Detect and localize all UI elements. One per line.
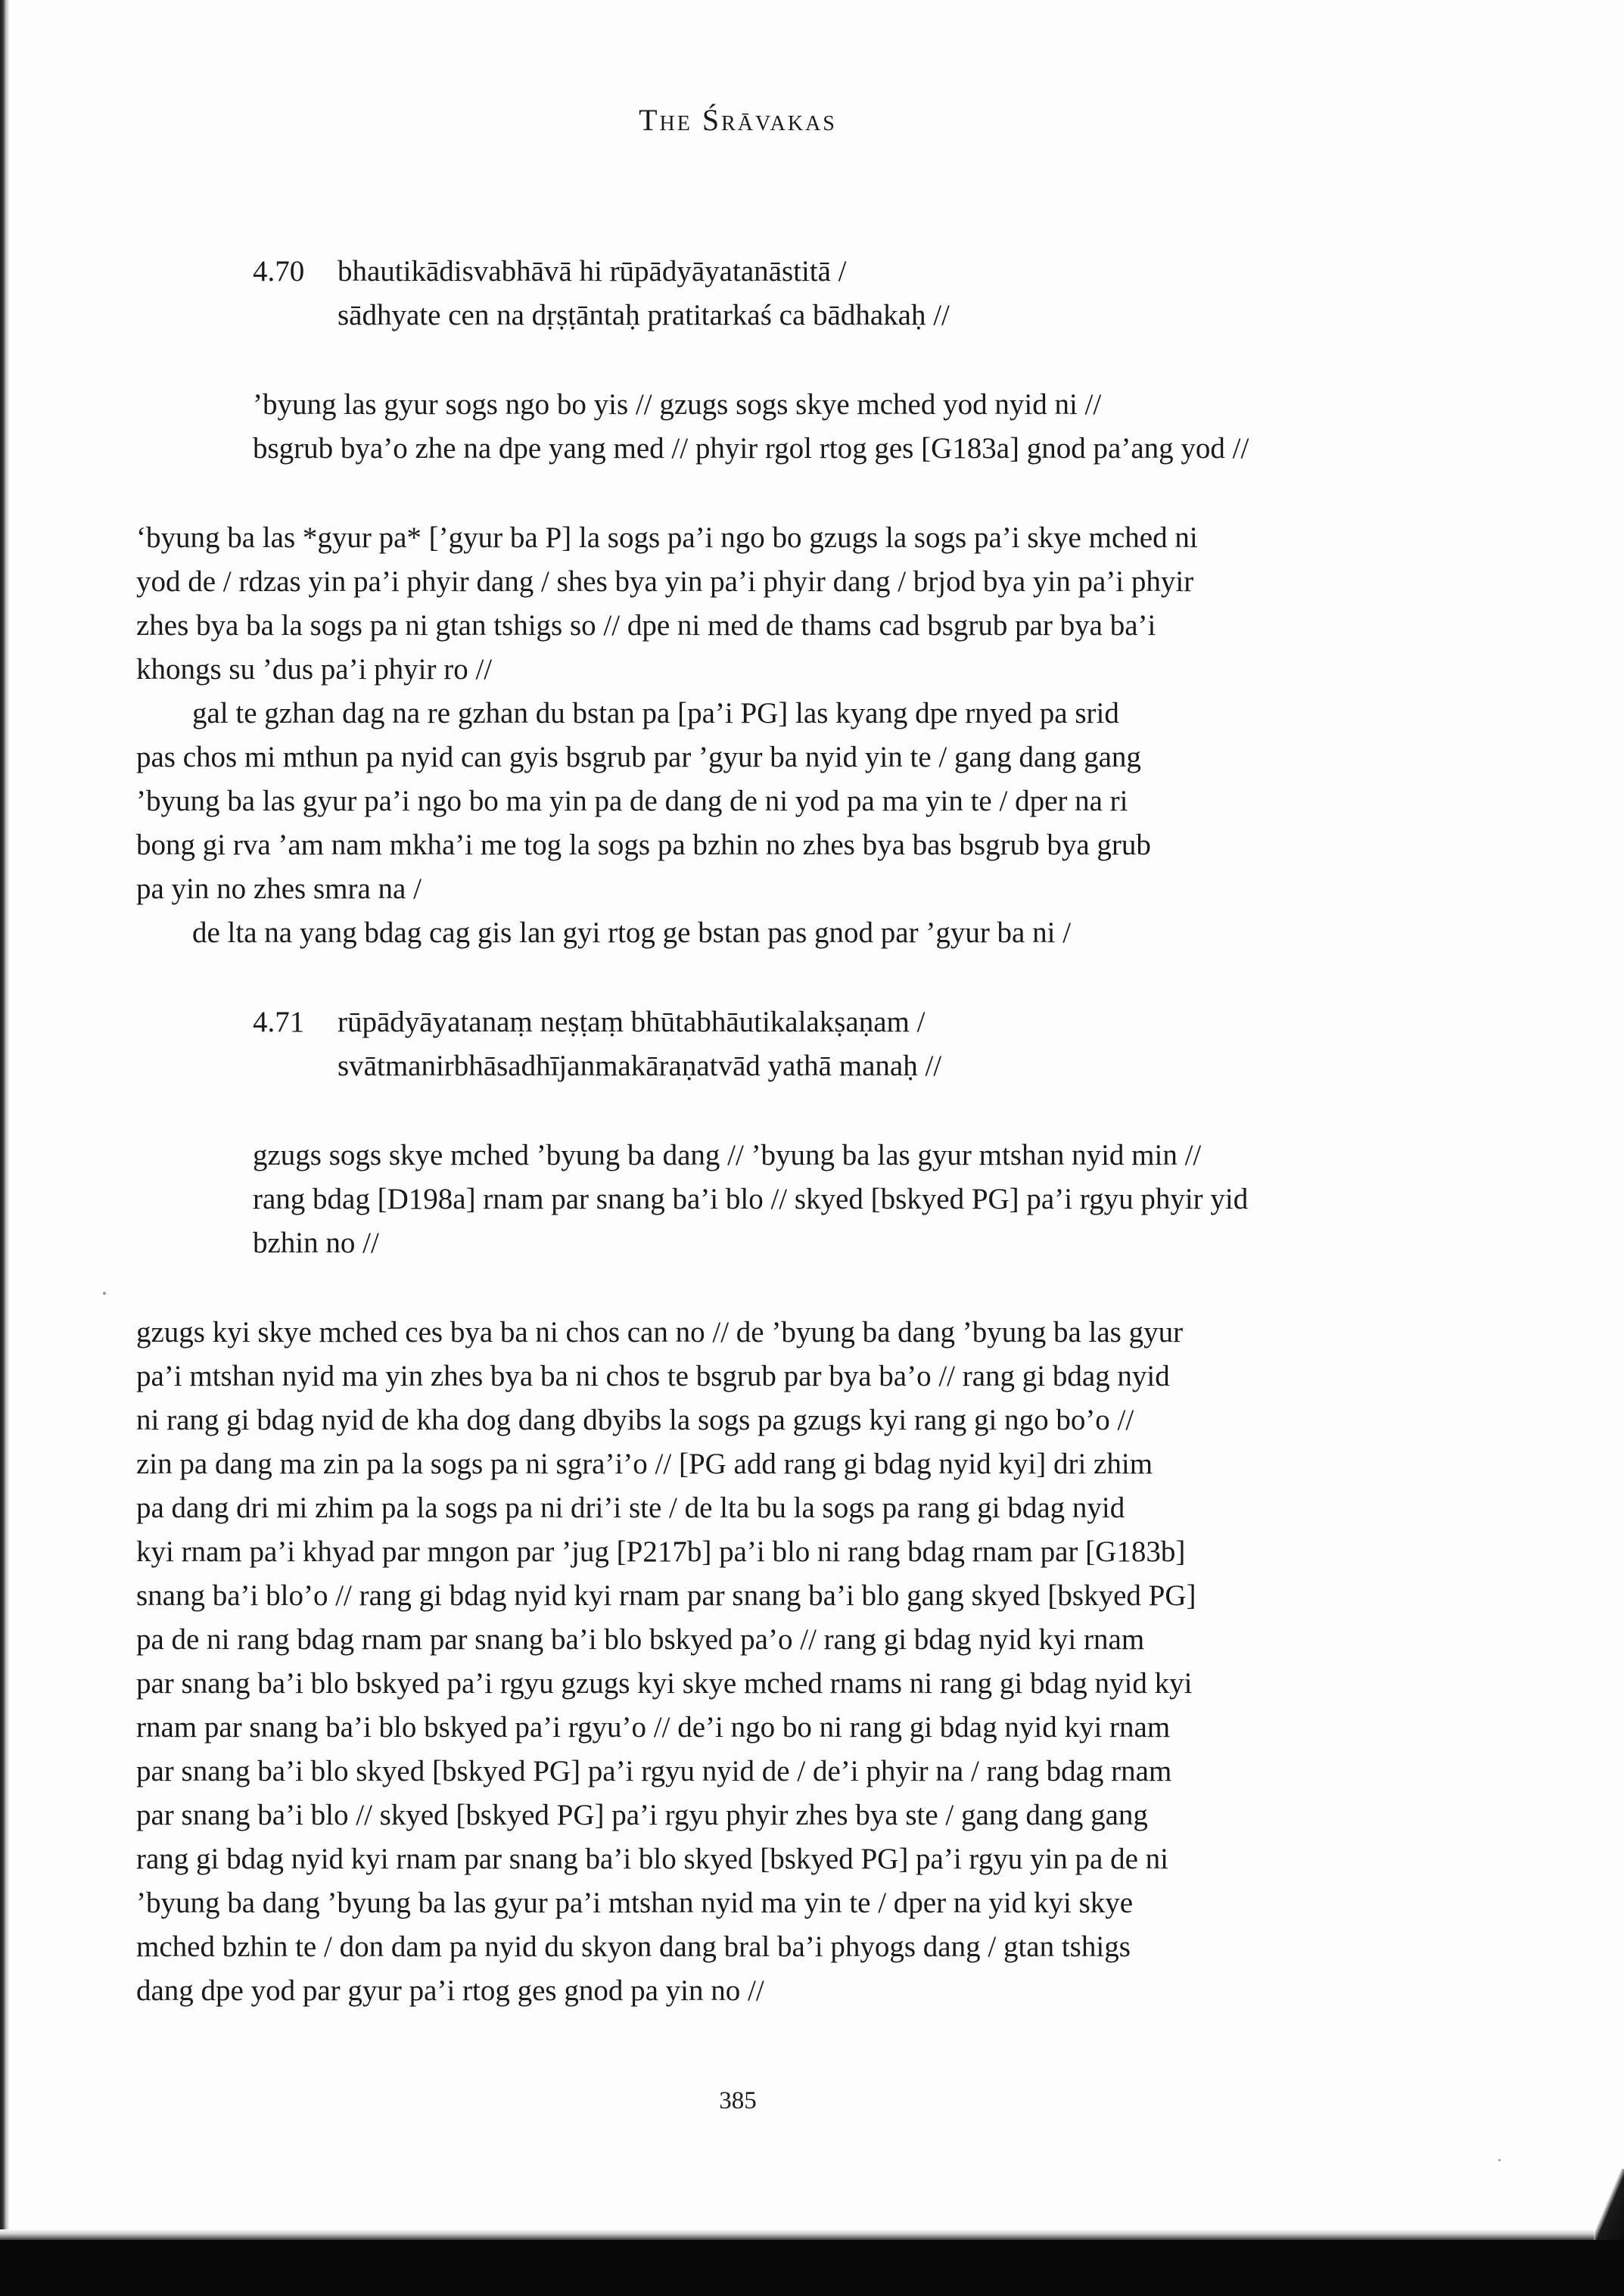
scan-speck — [103, 1292, 106, 1295]
commentary-line: ‘byung ba las *gyur pa* [’gyur ba P] la sogs pa’i ngo bo gzugs la sogs pa’i skye mched ni — [136, 521, 1198, 554]
commentary-line: ’byung ba dang ’byung ba las gyur pa’i mtshan nyid ma yin te / dper na yid kyi skye — [136, 1887, 1134, 1919]
commentary-line: mched bzhin te / don dam pa nyid du skyon dang bral ba’i phyogs dang / gtan tshigs — [136, 1930, 1131, 1963]
verse-number: 4.71 — [253, 1006, 305, 1038]
tibetan-verse-line: ’byung las gyur sogs ngo bo yis // gzugs sogs skye mched yod nyid ni // — [253, 388, 1102, 421]
commentary-line: gal te gzhan dag na re gzhan du bstan pa [pa’i PG] las kyang dpe rnyed pa srid — [192, 697, 1119, 730]
commentary-line: kyi rnam pa’i khyad par mngon par ’jug [P217b] pa’i blo ni rang bdag rnam par [G183b] — [136, 1535, 1186, 1568]
commentary-line: zhes bya ba la sogs pa ni gtan tshigs so // dpe ni med de thams cad bsgrub par bya ba’i — [136, 609, 1156, 642]
commentary-line: khongs su ’dus pa’i phyir ro // — [136, 653, 493, 686]
verse-number: 4.70 — [253, 255, 305, 288]
commentary-line: yod de / rdzas yin pa’i phyir dang / shes bya yin pa’i phyir dang / brjod bya yin pa’i phyir — [136, 565, 1194, 598]
running-head: The Śrāvakas — [639, 103, 837, 137]
commentary-line: pa de ni rang bdag rnam par snang ba’i blo bskyed pa’o // rang gi bdag nyid kyi rnam — [136, 1623, 1145, 1656]
commentary-line: gzugs kyi skye mched ces bya ba ni chos can no // de ’byung ba dang ’byung ba las gyur — [136, 1316, 1184, 1349]
commentary-line: par snang ba’i blo bskyed pa’i rgyu gzugs kyi skye mched rnams ni rang gi bdag nyid kyi — [136, 1667, 1193, 1700]
sanskrit-line: bhautikādisvabhāvā hi rūpādyāyatanāstitā / — [338, 255, 847, 288]
commentary-line: bong gi rva ’am nam mkha’i me tog la sogs pa bzhin no zhes bya bas bsgrub bya grub — [136, 829, 1151, 861]
commentary-line: pa yin no zhes smra na / — [136, 873, 422, 905]
commentary-line: snang ba’i blo’o // rang gi bdag nyid kyi rnam par snang ba’i blo gang skyed [bskyed PG] — [136, 1579, 1196, 1612]
tibetan-verse-line: bzhin no // — [253, 1227, 379, 1259]
sanskrit-line: svātmanirbhāsadhījanmakāraṇatvād yathā manaḥ // — [338, 1050, 942, 1082]
tibetan-verse-line: gzugs sogs skye mched ’byung ba dang // ’byung ba las gyur mtshan nyid min // — [253, 1139, 1202, 1171]
commentary-line: ’byung ba las gyur pa’i ngo bo ma yin pa de dang de ni yod pa ma yin te / dper na ri — [136, 785, 1128, 817]
commentary-line: pa dang dri mi zhim pa la sogs pa ni dri’i ste / de lta bu la sogs pa rang gi bdag nyid — [136, 1492, 1125, 1524]
page-number: 385 — [719, 2087, 757, 2114]
commentary-line: par snang ba’i blo // skyed [bskyed PG] pa’i rgyu phyir zhes bya ste / gang dang gang — [136, 1799, 1148, 1831]
commentary-line: dang dpe yod par gyur pa’i rtog ges gnod pa yin no // — [136, 1974, 764, 2007]
commentary-line: par snang ba’i blo skyed [bskyed PG] pa’i rgyu nyid de / de’i phyir na / rang bdag rnam — [136, 1755, 1172, 1787]
sanskrit-line: rūpādyāyatanaṃ neṣṭaṃ bhūtabhāutikalakṣaṇam / — [338, 1006, 926, 1038]
scan-speck — [1498, 2159, 1501, 2161]
commentary-line: pa’i mtshan nyid ma yin zhes bya ba ni chos te bsgrub par bya ba’o // rang gi bdag nyid — [136, 1360, 1170, 1392]
tibetan-verse-line: bsgrub bya’o zhe na dpe yang med // phyir rgol rtog ges [G183a] gnod pa’ang yod // — [253, 432, 1249, 465]
scan-bottom-border — [0, 2240, 1624, 2296]
bottom-edge-shade — [0, 2229, 1624, 2240]
tibetan-verse-line: rang bdag [D198a] rnam par snang ba’i blo // skyed [bskyed PG] pa’i rgyu phyir yid — [253, 1183, 1249, 1215]
sanskrit-line: sādhyate cen na dṛṣṭāntaḥ pratitarkaś ca bādhakaḥ // — [338, 299, 950, 331]
commentary-line: ni rang gi bdag nyid de kha dog dang dbyibs la sogs pa gzugs kyi rang gi ngo bo’o // — [136, 1404, 1134, 1436]
commentary-line: rnam par snang ba’i blo bskyed pa’i rgyu’o // de’i ngo bo ni rang gi bdag nyid kyi rnam — [136, 1711, 1171, 1744]
commentary-line: de lta na yang bdag cag gis lan gyi rtog ge bstan pas gnod par ’gyur ba ni / — [192, 916, 1072, 949]
commentary-line: zin pa dang ma zin pa la sogs pa ni sgra’i’o // [PG add rang gi bdag nyid kyi] dri zhim — [136, 1448, 1153, 1480]
page-curl-corner — [1594, 2169, 1624, 2240]
commentary-line: pas chos mi mthun pa nyid can gyis bsgrub par ’gyur ba nyid yin te / gang dang gang — [136, 741, 1141, 773]
binding-edge — [0, 0, 9, 2240]
commentary-line: rang gi bdag nyid kyi rnam par snang ba’i blo skyed [bskyed PG] pa’i rgyu yin pa de ni — [136, 1843, 1169, 1875]
